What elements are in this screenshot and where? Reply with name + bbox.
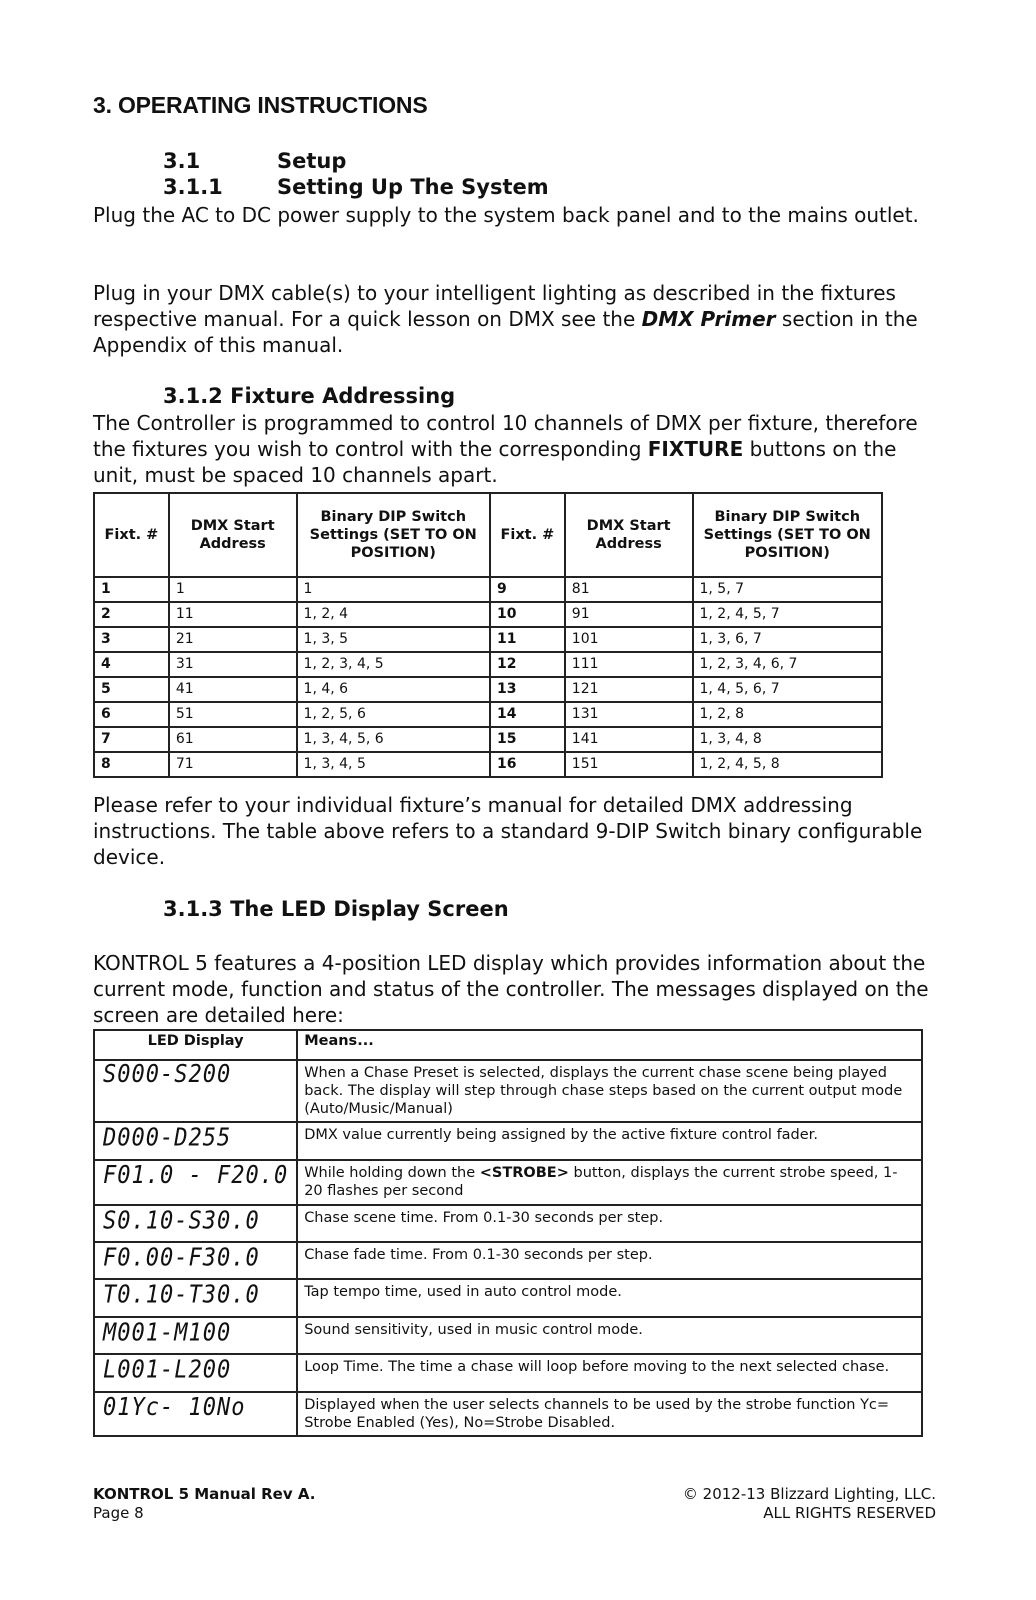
fixture-addressing-text-pre: The Controller is programmed to control 10 channels of DMX per fixture, therefore the fixtures you wish to control with the corresponding — [93, 411, 918, 461]
table-row — [94, 1392, 922, 1436]
led-display-meaning: DMX value currently being assigned by the active fixture control fader. — [297, 1122, 922, 1160]
dip-settings: 1, 2, 3, 4, 5 — [297, 652, 490, 677]
fixture-number: 1 — [94, 577, 169, 602]
led-display-code: S0.10-S30.0 — [94, 1202, 297, 1245]
dip-settings: 1, 2, 3, 4, 6, 7 — [693, 652, 883, 677]
fixture-address-table — [93, 492, 883, 778]
dmx-address: 61 — [169, 727, 297, 752]
table-row — [94, 1060, 922, 1122]
footer-left — [93, 1485, 315, 1523]
table-row — [94, 727, 882, 752]
setting-up-number: 3.1.1 — [163, 175, 223, 199]
led-display-code: D000-D255 — [94, 1119, 297, 1163]
setup-title: Setup — [277, 149, 347, 173]
header-dip-switch-settings: Binary DIP Switch Settings (SET TO ON POSITION) — [297, 493, 490, 577]
dip-settings: 1, 2, 4, 5, 7 — [693, 602, 883, 627]
dip-settings: 1, 3, 4, 5, 6 — [297, 727, 490, 752]
led-display-intro: KONTROL 5 features a 4-position LED display which provides information about the current mode, function and status of the controller. The messages displayed on the screen are detailed here: — [93, 951, 929, 1027]
header-dip-switch-settings: Binary DIP Switch Settings (SET TO ON POSITION) — [693, 493, 883, 577]
led-display-code: 01Yc- 10No — [94, 1389, 297, 1440]
led-display-meaning — [297, 1160, 922, 1205]
dip-settings: 1 — [297, 577, 490, 602]
dmx-address: 91 — [565, 602, 693, 627]
strobe-button-reference: <STROBE> — [479, 1165, 569, 1181]
setup-heading — [163, 149, 346, 173]
dip-settings: 1, 2, 4 — [297, 602, 490, 627]
fixture-number: 7 — [94, 727, 169, 752]
header-dmx-start-address: DMX Start Address — [565, 493, 693, 577]
fixture-number: 5 — [94, 677, 169, 702]
table-row — [94, 627, 882, 652]
dmx-address: 101 — [565, 627, 693, 652]
dmx-address: 151 — [565, 752, 693, 777]
dip-settings: 1, 2, 4, 5, 8 — [693, 752, 883, 777]
table-row — [94, 702, 882, 727]
table-row — [94, 1122, 922, 1160]
led-display-code: F01.0 - F20.0 — [94, 1157, 297, 1209]
fixture-addressing-text-post: buttons on the unit, must be spaced 10 channels apart. — [93, 437, 897, 487]
fixture-number: 3 — [94, 627, 169, 652]
led-display-table — [93, 1029, 923, 1437]
footer-rights: ALL RIGHTS RESERVED — [763, 1504, 936, 1522]
led-display-meaning: Loop Time. The time a chase will loop before moving to the next selected chase. — [297, 1354, 922, 1392]
led-display-meaning: Chase scene time. From 0.1-30 seconds per step. — [297, 1205, 922, 1242]
dmx-address: 81 — [565, 577, 693, 602]
paragraph-dmx-cable-pre: Plug in your DMX cable(s) to your intelligent lighting as described in the fixtures respective manual. For a quick lesson on DMX see the — [93, 281, 896, 331]
dip-settings: 1, 5, 7 — [693, 577, 883, 602]
paragraph-addressing-note: Please refer to your individual fixture’s manual for detailed DMX addressing instructions. The table above refers to a standard 9-DIP Switch binary configurable device. — [93, 793, 923, 869]
fixture-number: 12 — [490, 652, 565, 677]
fixture-table-header-row — [94, 493, 882, 577]
page-heading: 3. OPERATING INSTRUCTIONS — [93, 92, 428, 118]
fixture-number: 14 — [490, 702, 565, 727]
header-led-display: LED Display — [94, 1030, 297, 1060]
dip-settings: 1, 3, 5 — [297, 627, 490, 652]
led-display-meaning: Tap tempo time, used in auto control mode. — [297, 1279, 922, 1317]
fixture-number: 16 — [490, 752, 565, 777]
led-display-meaning: When a Chase Preset is selected, displays the current chase scene being played back. The display will step through chase steps based on the current output mode (Auto/Music/Manual) — [297, 1060, 922, 1122]
paragraph-dmx-cable — [93, 280, 936, 358]
dmx-address: 41 — [169, 677, 297, 702]
led-display-meaning: Sound sensitivity, used in music control mode. — [297, 1317, 922, 1354]
fixture-number: 6 — [94, 702, 169, 727]
dmx-address: 51 — [169, 702, 297, 727]
setting-up-heading — [163, 175, 549, 199]
table-row — [94, 1205, 922, 1242]
fixture-number: 2 — [94, 602, 169, 627]
led-display-code: S000-S200 — [94, 1055, 297, 1126]
dip-settings: 1, 2, 5, 6 — [297, 702, 490, 727]
led-display-meaning: Displayed when the user selects channels to be used by the strobe function Yc= Strobe Enabled (Yes), No=Strobe Disabled. — [297, 1392, 922, 1436]
dmx-address: 1 — [169, 577, 297, 602]
led-display-heading: 3.1.3 The LED Display Screen — [163, 897, 509, 921]
led-display-code: L001-L200 — [94, 1351, 297, 1395]
strobe-meaning-pre: While holding down the — [304, 1165, 480, 1181]
header-fixt-number: Fixt. # — [94, 493, 169, 577]
strobe-meaning-post: button, displays the current strobe speed, 1-20 flashes per second — [304, 1165, 898, 1199]
fixture-number: 11 — [490, 627, 565, 652]
header-dmx-start-address: DMX Start Address — [169, 493, 297, 577]
table-row — [94, 752, 882, 777]
fixture-addressing-text — [93, 410, 936, 488]
dmx-address: 141 — [565, 727, 693, 752]
header-fixt-number: Fixt. # — [490, 493, 565, 577]
table-row — [94, 1279, 922, 1317]
led-display-code: M001-M100 — [94, 1314, 297, 1357]
paragraph-power: Plug the AC to DC power supply to the system back panel and to the mains outlet. — [93, 203, 919, 227]
led-display-meaning: Chase fade time. From 0.1-30 seconds per step. — [297, 1242, 922, 1279]
dmx-address: 71 — [169, 752, 297, 777]
led-display-code: T0.10-T30.0 — [94, 1276, 297, 1320]
dip-settings: 1, 4, 5, 6, 7 — [693, 677, 883, 702]
dip-settings: 1, 3, 6, 7 — [693, 627, 883, 652]
fixture-number: 13 — [490, 677, 565, 702]
dmx-address: 21 — [169, 627, 297, 652]
fixture-button-reference: FIXTURE — [647, 437, 744, 461]
dip-settings: 1, 4, 6 — [297, 677, 490, 702]
fixture-number: 8 — [94, 752, 169, 777]
fixture-number: 9 — [490, 577, 565, 602]
footer-manual-title: KONTROL 5 Manual Rev A. — [93, 1485, 316, 1503]
dmx-address: 111 — [565, 652, 693, 677]
header-means: Means... — [297, 1030, 922, 1060]
table-row — [94, 1317, 922, 1354]
dmx-address: 31 — [169, 652, 297, 677]
dmx-address: 11 — [169, 602, 297, 627]
dip-settings: 1, 3, 4, 8 — [693, 727, 883, 752]
table-row — [94, 652, 882, 677]
footer-right — [683, 1485, 936, 1523]
paragraph-dmx-cable-post: section in the Appendix of this manual. — [93, 307, 918, 357]
setup-number: 3.1 — [163, 149, 201, 173]
dmx-address: 131 — [565, 702, 693, 727]
table-row — [94, 602, 882, 627]
footer-copyright: © 2012-13 Blizzard Lighting, LLC. — [682, 1485, 936, 1503]
setting-up-title: Setting Up The System — [277, 175, 549, 199]
table-row — [94, 1160, 922, 1205]
fixture-number: 15 — [490, 727, 565, 752]
fixture-number: 4 — [94, 652, 169, 677]
dmx-primer-reference: DMX Primer — [641, 307, 776, 331]
table-row — [94, 1354, 922, 1392]
fixture-number: 10 — [490, 602, 565, 627]
dip-settings: 1, 2, 8 — [693, 702, 883, 727]
table-row — [94, 1242, 922, 1279]
led-display-code: F0.00-F30.0 — [94, 1239, 297, 1282]
table-row — [94, 677, 882, 702]
dip-settings: 1, 3, 4, 5 — [297, 752, 490, 777]
table-row — [94, 577, 882, 602]
fixture-addressing-heading: 3.1.2 Fixture Addressing — [163, 384, 456, 408]
footer-page-number: Page 8 — [93, 1504, 144, 1522]
dmx-address: 121 — [565, 677, 693, 702]
